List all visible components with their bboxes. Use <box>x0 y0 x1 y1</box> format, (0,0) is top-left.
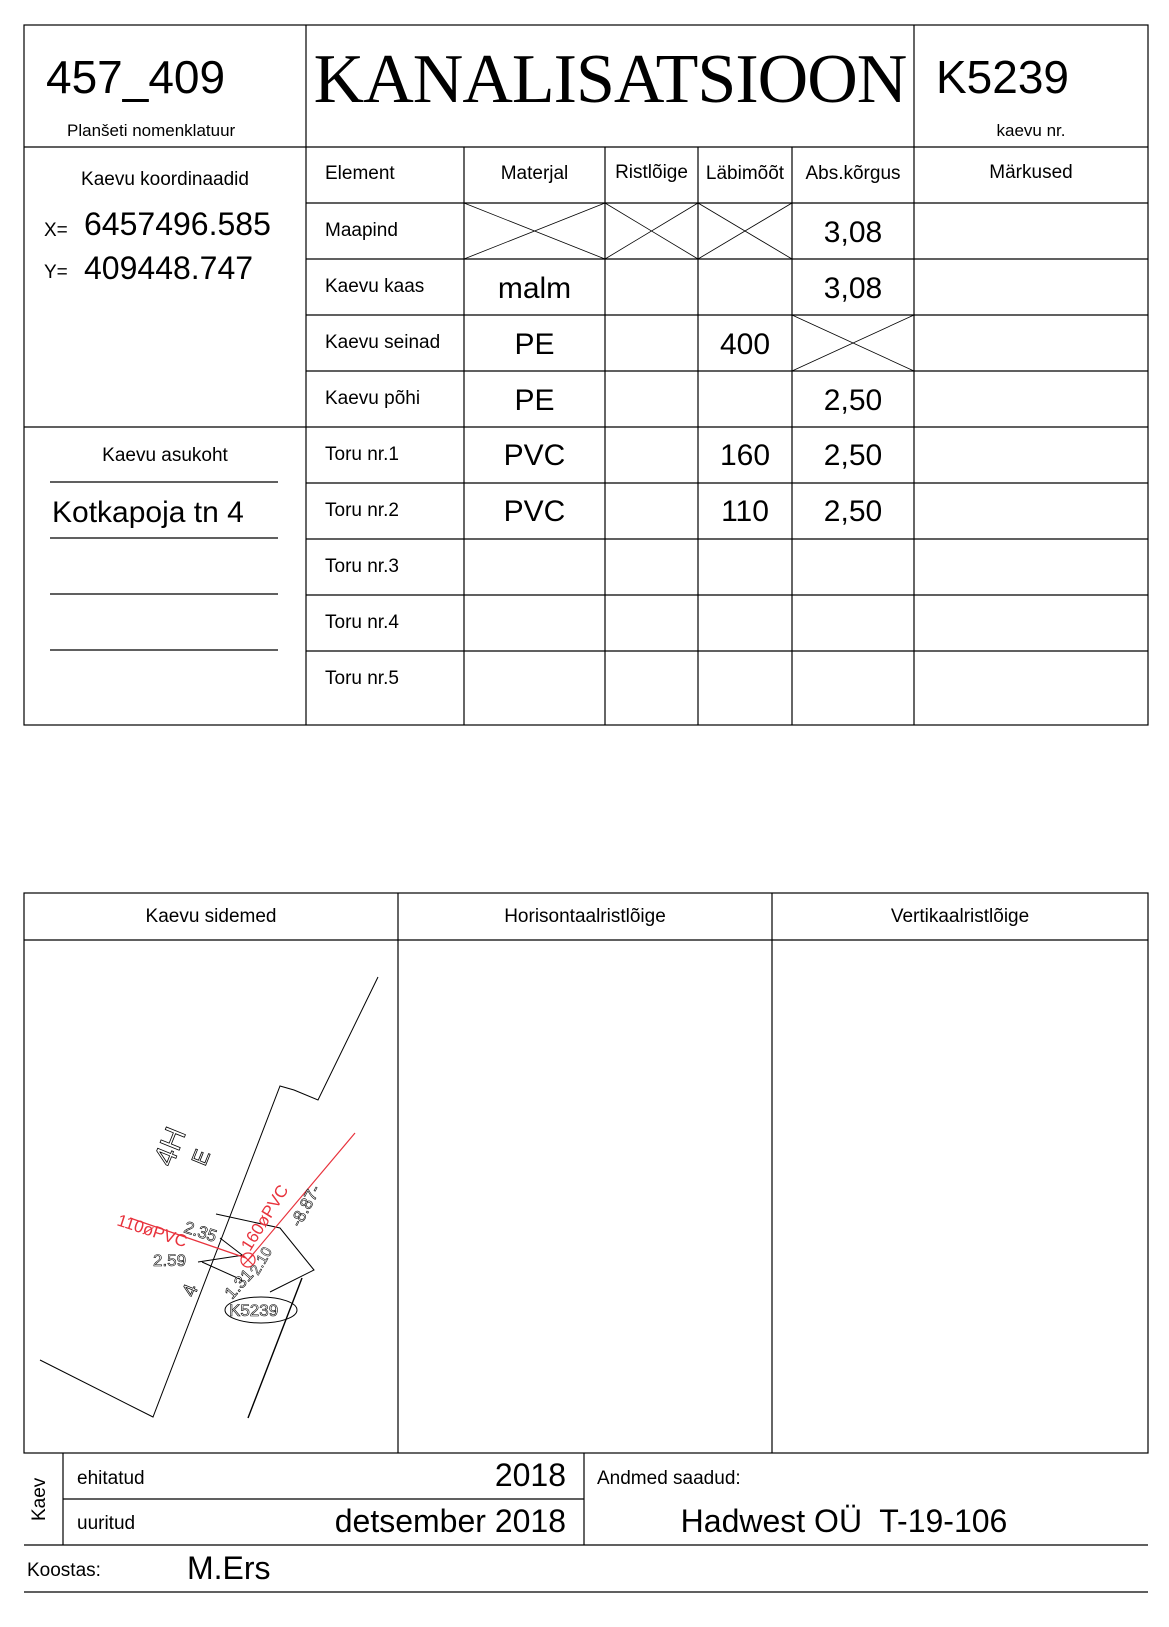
col-header-material: Materjal <box>500 163 569 184</box>
parcel-boundary <box>248 1278 302 1418</box>
row-element: Toru nr.2 <box>325 500 399 521</box>
row-material: PVC <box>503 495 566 528</box>
sheet-number: 457_409 <box>46 51 226 103</box>
data-source-value: Hadwest OÜ T-19-106 <box>680 1503 1008 1539</box>
building-sub-label: E <box>186 1145 216 1169</box>
document-title: KANALISATSIOON <box>313 41 907 118</box>
row-diameter: 400 <box>719 328 771 361</box>
distance-1-31: 1.31 <box>220 1265 258 1303</box>
col-header-diameter: Läbimõõt <box>705 163 785 184</box>
col-header-notes: Märkused <box>989 162 1073 183</box>
col-header-section: Ristlõige <box>615 162 688 183</box>
y-coordinate: 409448.747 <box>84 250 254 286</box>
y-label: Y= <box>44 262 68 283</box>
row-diameter: 160 <box>719 439 771 472</box>
x-coordinate: 6457496.585 <box>84 206 271 242</box>
location-line-1: Kotkapoja tn 4 <box>52 496 244 529</box>
built-label: ehitatud <box>77 1468 145 1489</box>
distance-2-59: 2.59 <box>153 1251 187 1270</box>
distance-2-35: 2.35 <box>181 1217 220 1247</box>
well-label: kaevu nr. <box>996 121 1066 140</box>
surveyed-label: uuritud <box>77 1513 136 1534</box>
row-material: PE <box>514 328 555 361</box>
building-outline <box>40 977 378 1417</box>
row-material: PE <box>514 384 555 417</box>
row-elevation: 2,50 <box>823 384 883 417</box>
well-side-label: Kaev <box>29 1477 50 1521</box>
row-material: PVC <box>503 439 566 472</box>
built-value: 2018 <box>494 1457 566 1493</box>
row-element: Toru nr.5 <box>325 668 399 689</box>
row-element: Toru nr.4 <box>325 612 399 633</box>
row-element: Kaevu seinad <box>325 332 441 353</box>
author-value: M.Ers <box>187 1550 271 1586</box>
row-material: malm <box>497 272 572 305</box>
row-diameter: 110 <box>721 495 769 528</box>
building-label: 4H <box>147 1122 193 1171</box>
row-elevation: 2,50 <box>823 495 883 528</box>
well-number: K5239 <box>936 51 1070 103</box>
panel-header-horizontal: Horisontaalristlõige <box>504 906 666 927</box>
distance-8-87: -8.87- <box>286 1181 325 1230</box>
row-elevation: 2,50 <box>823 439 883 472</box>
tie-line <box>198 1255 244 1262</box>
x-label: X= <box>44 220 68 241</box>
sheet-label: Planšeti nomenklatuur <box>67 121 236 140</box>
panel-header-ties: Kaevu sidemed <box>145 906 277 927</box>
coordinates-label: Kaevu koordinaadid <box>81 169 249 190</box>
panel-header-vertical: Vertikaalristlõige <box>890 906 1030 927</box>
location-label: Kaevu asukoht <box>102 445 228 466</box>
well-tag-label: K5239 <box>229 1301 279 1320</box>
col-header-element: Element <box>325 163 395 184</box>
col-header-elevation: Abs.kõrgus <box>805 163 901 184</box>
pipe-160-label: 160øPVC <box>237 1181 293 1255</box>
pipe-110-label: 110øPVC <box>114 1210 190 1252</box>
row-elevation: 3,08 <box>823 216 883 249</box>
data-source-label: Andmed saadud: <box>597 1468 741 1489</box>
distance-2-10: 2.10 <box>246 1244 277 1278</box>
house-number-label: 4 <box>178 1281 203 1300</box>
author-label: Koostas: <box>27 1560 101 1581</box>
row-element: Toru nr.3 <box>325 556 399 577</box>
row-elevation: 3,08 <box>823 272 883 305</box>
row-element: Maapind <box>325 220 398 241</box>
row-element: Toru nr.1 <box>325 444 399 465</box>
row-element: Kaevu põhi <box>325 388 421 409</box>
row-element: Kaevu kaas <box>325 276 425 297</box>
surveyed-value: detsember 2018 <box>334 1503 566 1539</box>
